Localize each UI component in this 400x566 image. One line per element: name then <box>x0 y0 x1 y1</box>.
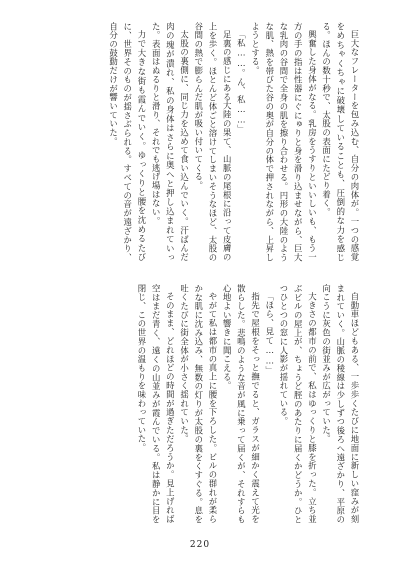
paragraph: 足裏の感じにある大陸の果て、山脈の尾根に沿って皮膚の上を歩く。ほとんど体ごと溶けてしまいそうなほど、太股の谷間の熱で膨らんだ肌が吸い付いてくる。 <box>193 22 233 262</box>
paragraph: 大きさの都市の前で、私はゆっくりと膝を折った。立ち並ぶビルの屋上が、ちょうど脛のあたりに届くかどうか。ひとつひとつの窓に人影が揺れている。 <box>278 284 318 524</box>
paragraph: 指先で屋根をそっと撫でると、ガラスが細かく震えて光を散らした。悲鳴のような音が風に乗って届くが、それすらも心地よい響きに聞こえる。 <box>222 284 261 524</box>
paragraph: 巨大なフレーターを包み込む、自分の肉体が。一つの感覚をめちゃくちゃに破壊していることも、圧倒的な力を感じる。ほんの数十秒で、太股の表面にたどり着く。 <box>321 22 360 262</box>
paragraph: やがて私は都市の真上に腰を下ろした。ビルの群れが柔らかな肌に沈み込み、無数の灯りが太股の裏をくすぐる。息を吐くたびに街全体が小さく揺れていた。 <box>179 284 218 524</box>
paragraph: 自動車ほどもある、一歩歩くたびに地面に新しい窪みが刻まれていく。山脈の稜線は少しずつ後ろへ遠ざかり、平原の向こうに灰色の街並みが広がっていた。 <box>321 284 360 524</box>
text-block-upper <box>44 22 362 262</box>
paragraph: 興奮した身体がなる。乳房をうすりといいしいも、もう一方の手の指は性器にぐにゅりと身を滑り込ませながら、巨大な乳肉の谷間で全身の肌を擦り合わせる。円形の大陸のような肌、熱を帯びた谷の奥が自分の体で押されながら、上昇しようとする。 <box>250 22 318 262</box>
text-block-lower <box>44 284 362 524</box>
page-number: 220 <box>189 540 211 550</box>
paragraph: そのまま、どれほどの時間が過ぎただろうか。見上げれば空はまだ青く、遠くの山並みが霞んでいる。私は静かに目を閉じ、この世界の温もりを味わっていた。 <box>136 284 176 524</box>
paragraph: 太股の裏側に、同じ力を込めて食い込んでいく。汗ばんだ肉の塊が潰れ、私の身体はさらに奥へと押し込まれていった。表面はぬるりと滑り、それでも逃げ場はない。 <box>151 22 190 262</box>
dialogue-line: 「私……。ん、私……」 <box>236 30 247 135</box>
paragraph: 力で大きな街も霞んでいく。ゆっくりと腰を沈めるたびに、世界そのものが揺さぶられる。すべての音が遠ざかり、自分の鼓動だけが響いていた。 <box>108 22 147 262</box>
dialogue-line: 「ほら、見て……」 <box>264 292 275 376</box>
